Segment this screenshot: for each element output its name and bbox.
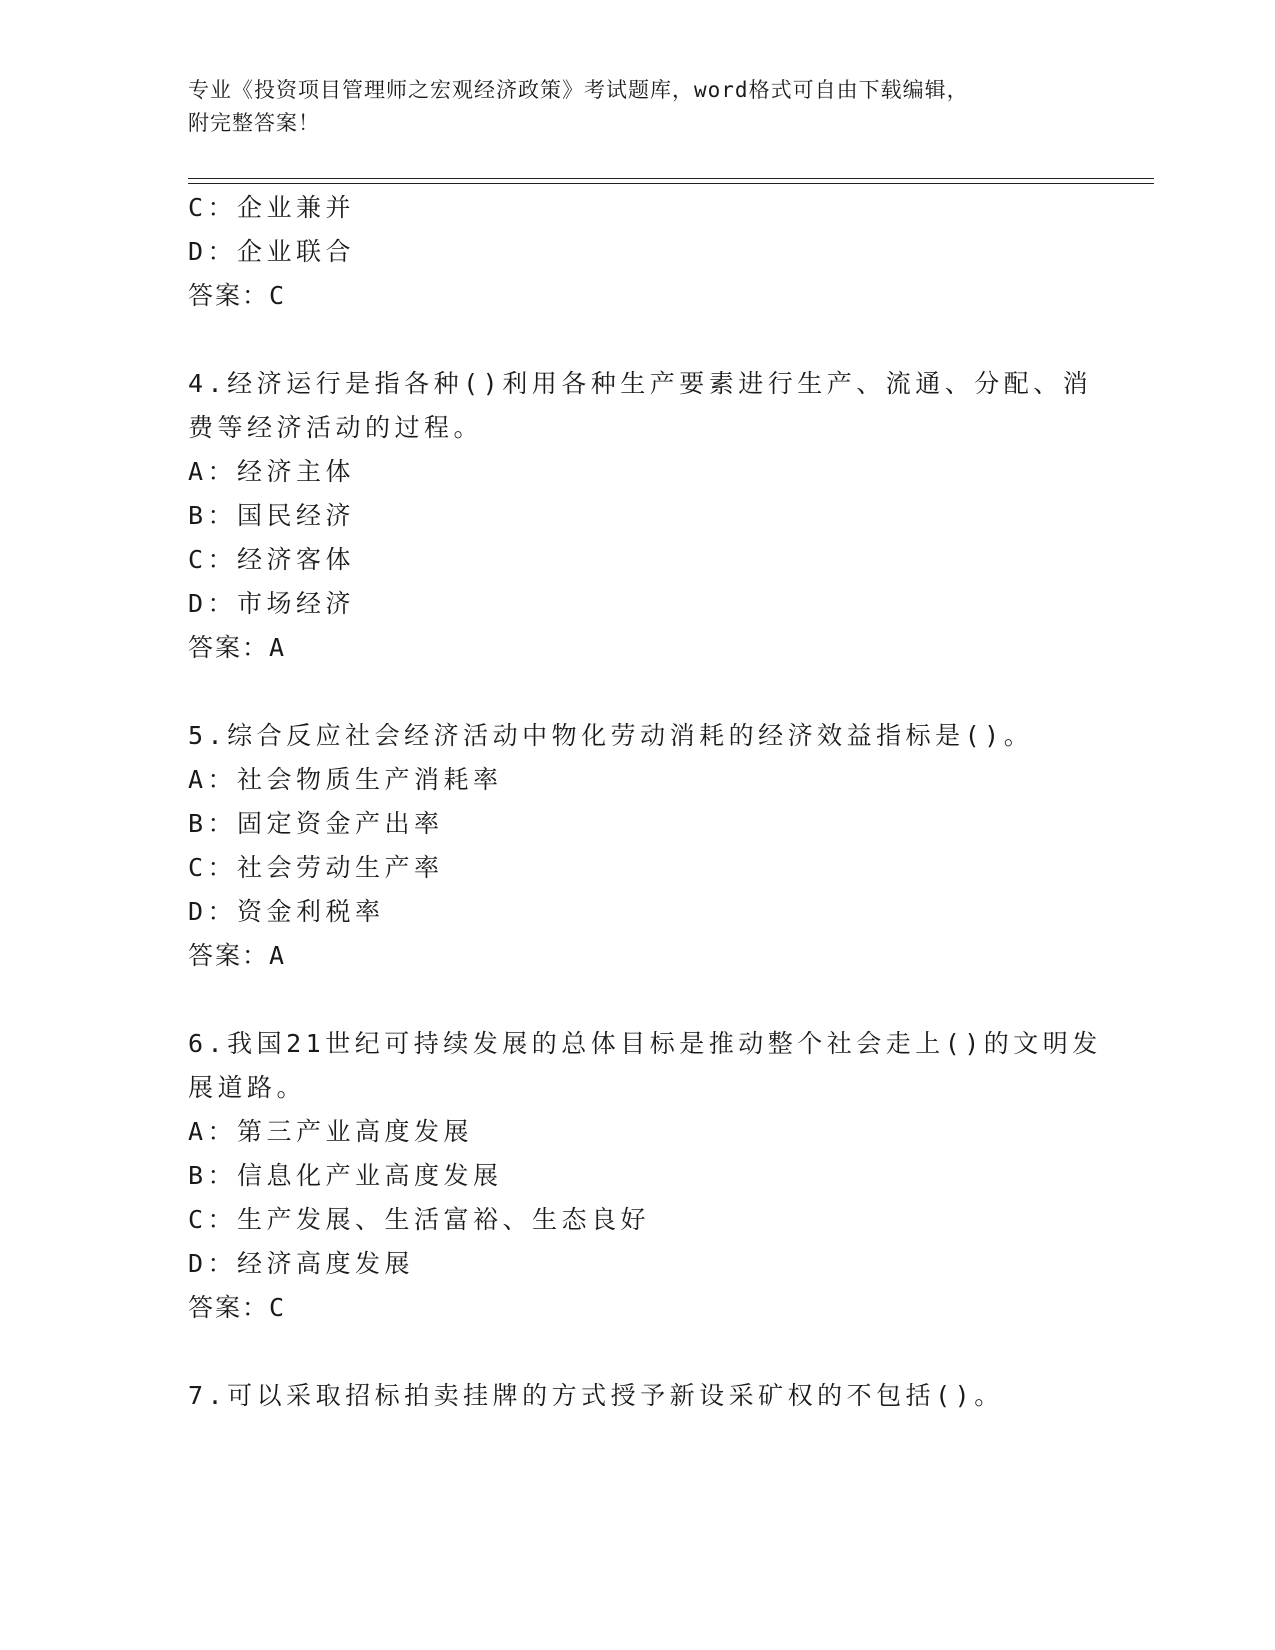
q5-option-b: B：固定资金产出率 [188, 809, 444, 838]
q4-option-d: D：市场经济 [188, 589, 356, 618]
answer-label: 答案： [188, 941, 270, 970]
answer-value: C [269, 1293, 287, 1322]
q6-stem-line-2: 展道路。 [188, 1073, 307, 1102]
q7-stem-line-1: 7.可以采取招标拍卖挂牌的方式授予新设采矿权的不包括()。 [188, 1381, 1004, 1410]
q6-option-b: B：信息化产业高度发展 [188, 1161, 503, 1190]
q6-option-a: A：第三产业高度发展 [188, 1117, 474, 1146]
answer-value: C [269, 281, 287, 310]
q5-answer [188, 940, 286, 972]
q4-option-b: B：国民经济 [188, 501, 356, 530]
answer-label: 答案： [188, 281, 270, 310]
answer-label: 答案： [188, 1293, 270, 1322]
q4-option-a: A：经济主体 [188, 457, 356, 486]
header-line-2: 附完整答案！ [188, 111, 320, 135]
answer-value: A [269, 633, 287, 662]
q6-stem-line-1: 6.我国21世纪可持续发展的总体目标是推动整个社会走上()的文明发 [188, 1029, 1102, 1058]
q5-stem-line-1: 5.综合反应社会经济活动中物化劳动消耗的经济效益指标是()。 [188, 721, 1034, 750]
answer-value: A [269, 941, 287, 970]
q4-option-c: C：经济客体 [188, 545, 356, 574]
q3-answer [188, 280, 286, 312]
q6-option-c: C：生产发展、生活富裕、生态良好 [188, 1205, 651, 1234]
header-divider-bottom [188, 183, 1154, 184]
q6-answer [188, 1292, 286, 1324]
q5-option-d: D：资金利税率 [188, 897, 385, 926]
answer-label: 答案： [188, 633, 270, 662]
q4-stem-line-2: 费等经济活动的过程。 [188, 413, 484, 442]
header-divider-top [188, 178, 1154, 179]
q4-stem-line-1: 4.经济运行是指各种()利用各种生产要素进行生产、流通、分配、消 [188, 369, 1093, 398]
header-line-1: 专业《投资项目管理师之宏观经济政策》考试题库，word格式可自由下载编辑， [188, 78, 969, 102]
q5-option-c: C：社会劳动生产率 [188, 853, 444, 882]
q3-option-d: D：企业联合 [188, 237, 356, 266]
document-header [188, 74, 1088, 140]
q6-option-d: D：经济高度发展 [188, 1249, 415, 1278]
q3-option-c: C：企业兼并 [188, 193, 356, 222]
q5-option-a: A：社会物质生产消耗率 [188, 765, 503, 794]
q4-answer [188, 632, 286, 664]
